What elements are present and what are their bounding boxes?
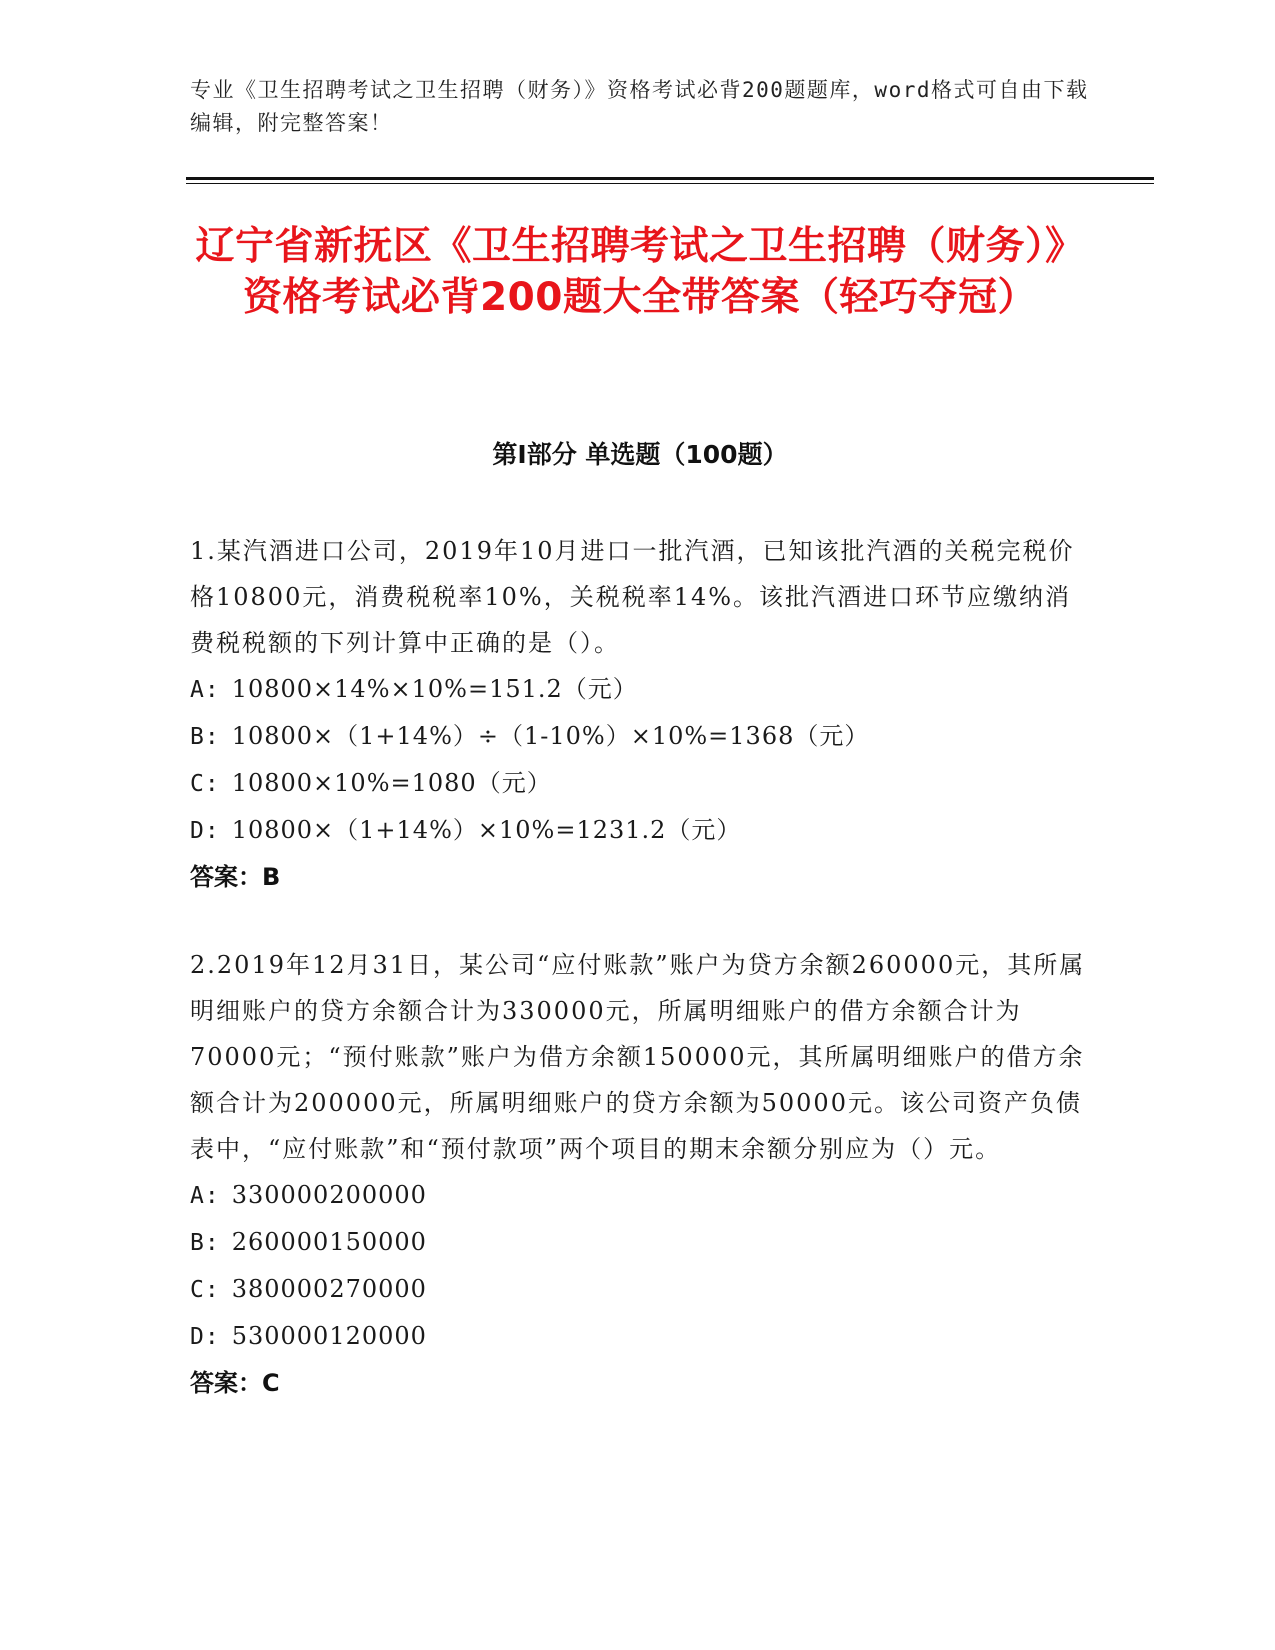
question-2 [190, 942, 1090, 1406]
option-letter: B: [190, 724, 220, 750]
option-text: 380000270000 [231, 1275, 427, 1303]
option-letter: D: [190, 818, 220, 844]
header-note: 专业《卫生招聘考试之卫生招聘（财务）》资格考试必背200题题库，word格式可自由下载编辑，附完整答案！ [190, 78, 1089, 135]
option-a [190, 1172, 1090, 1219]
question-stem: 2.2019年12月31日，某公司“应付账款”账户为贷方余额260000元，其所属明细账户的贷方余额合计为330000元，所属明细账户的借方余额合计为70000元；“预付账款”账户为借方余额150000元，其所属明细账户的借方余额合计为200000元，所属明细账户的贷方余额为50000元。该公司资产负债表中，“应付账款”和“预付款项”两个项目的期末余额分别应为（）元。 [190, 951, 1086, 1163]
header-rule-thin [186, 183, 1154, 184]
header-rule-thick [186, 177, 1154, 180]
option-a [190, 666, 1090, 713]
question-1 [190, 528, 1090, 900]
option-letter: B: [190, 1230, 220, 1256]
option-letter: A: [190, 677, 220, 703]
option-text: 260000150000 [231, 1228, 427, 1256]
option-b [190, 713, 1090, 760]
option-d [190, 1313, 1090, 1360]
question-answer: 答案：B [190, 863, 281, 891]
question-answer: 答案：C [190, 1369, 280, 1397]
option-b [190, 1219, 1090, 1266]
option-text: 530000120000 [231, 1322, 427, 1350]
section-heading: 第I部分 单选题（100题） [492, 440, 788, 469]
option-letter: C: [190, 1277, 220, 1303]
question-list [190, 528, 1090, 1448]
option-text: 10800×（1+14%）÷（1-10%）×10%=1368（元） [231, 722, 870, 750]
question-stem: 1.某汽酒进口公司，2019年10月进口一批汽酒，已知该批汽酒的关税完税价格10800元，消费税税率10%，关税税率14%。该批汽酒进口环节应缴纳消费税税额的下列计算中正确的是（）。 [190, 537, 1075, 657]
option-text: 10800×14%×10%=151.2（元） [231, 675, 638, 703]
option-c [190, 760, 1090, 807]
option-text: 10800×（1+14%）×10%=1231.2（元） [231, 816, 742, 844]
option-letter: A: [190, 1183, 220, 1209]
option-letter: D: [190, 1324, 220, 1350]
document-title: 辽宁省新抚区《卫生招聘考试之卫生招聘（财务）》资格考试必背200题大全带答案（轻巧夺冠） [195, 224, 1085, 320]
option-text: 330000200000 [231, 1181, 427, 1209]
option-letter: C: [190, 771, 220, 797]
option-d [190, 807, 1090, 854]
option-c [190, 1266, 1090, 1313]
option-text: 10800×10%=1080（元） [231, 769, 552, 797]
